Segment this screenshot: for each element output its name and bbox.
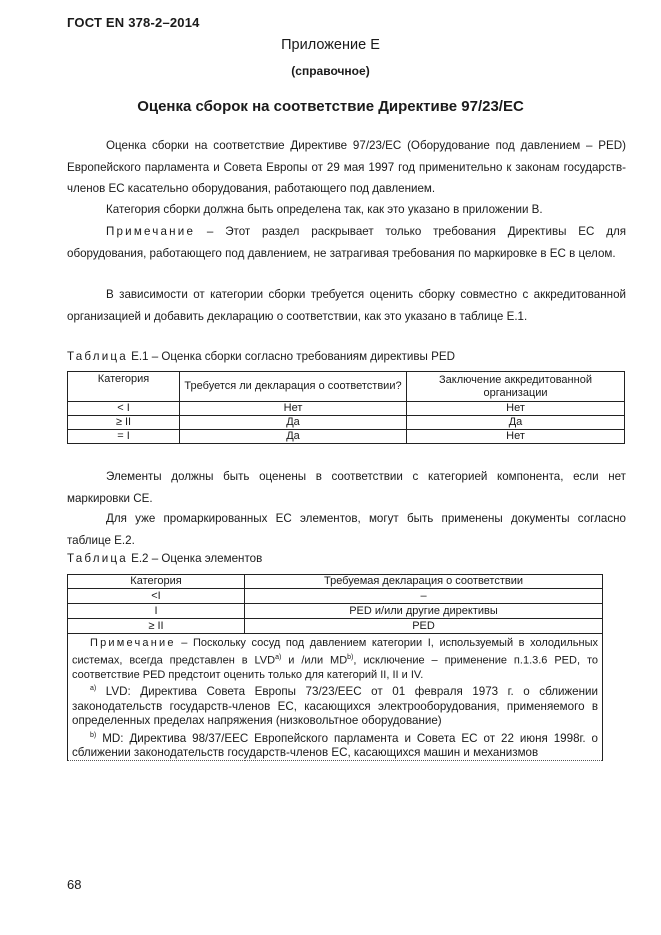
table-cell: Да — [180, 416, 407, 430]
table-cell: PED и/или другие директивы — [245, 604, 603, 619]
table2-caption-text: Е.2 – Оценка элементов — [127, 552, 263, 565]
footnote-mark-a: a) — [90, 685, 97, 693]
page-number: 68 — [67, 877, 82, 892]
table-note — [72, 636, 598, 682]
table1-caption-label: Таблица — [67, 350, 128, 363]
table2-note-text: , исключение – применение п.1.3.6 PED, то соответствие PED предстоит оценить только для категорий II, II и IV. — [72, 654, 598, 681]
table1-caption — [67, 350, 455, 363]
table-row — [68, 619, 603, 634]
table2-caption — [67, 552, 262, 565]
table-cell: I — [68, 604, 245, 619]
footnote-lvd-text: LVD: Директива Совета Европы 73/23/ЕЕС от 01 февраля 1973 г. о сближении законодательств государств-членов ЕС, касающихся электрооборудования, применяемого в определенных пределах напряжения (низковольтное оборудование) — [72, 685, 598, 728]
table2-header-declaration: Требуемая декларация о соответствии — [245, 575, 603, 589]
table1-header-declaration: Требуется ли декларация о соответствии? — [180, 372, 407, 402]
paragraph-marked-elements: Для уже промаркированных ЕС элементов, могут быть применены документы согласно таблице Е.2. — [67, 512, 626, 547]
note-text: – Этот раздел раскрывает только требования Директивы ЕС для оборудования, работающего под давлением, не затрагивая требования по маркировке в ЕС в целом. — [67, 225, 626, 260]
table2-header-category: Категория — [68, 575, 245, 589]
paragraph-assessment: В зависимости от категории сборки требуется оценить сборку совместно с аккредитованной организацией и добавить декларацию о соответствии, как это указано в таблице Е.1. — [67, 288, 626, 323]
footnote-ref-b: b) — [347, 653, 354, 661]
table-row — [68, 604, 603, 619]
paragraph-intro: Оценка сборки на соответствие Директиве 97/23/ЕС (Оборудование под давлением – PED) Европейского парламента и Совета Европы от 29 мая 1997 год применительно к законам государств-членов ЕС касательно оборудования, работающего под давлением. — [67, 139, 626, 195]
table-cell: = I — [68, 430, 180, 444]
table-row — [68, 402, 625, 416]
table-header-row — [68, 372, 625, 402]
table-cell: Да — [180, 430, 407, 444]
table-cell: Нет — [180, 402, 407, 416]
footnote-ref-a: a) — [275, 653, 282, 661]
table-cell: Нет — [407, 402, 625, 416]
note-label: Примечание — [106, 225, 196, 238]
table-row — [68, 589, 603, 604]
paragraph-category: Категория сборки должна быть определена так, как это указано в приложении В. — [106, 203, 543, 216]
note-paragraph — [67, 221, 626, 264]
table-cell: Нет — [407, 430, 625, 444]
table-note-cell — [68, 634, 603, 761]
section-title: Оценка сборок на соответствие Директиве 97/23/ЕС — [137, 98, 524, 115]
table-e1 — [67, 371, 625, 444]
table-cell: PED — [245, 619, 603, 634]
annex-title: Приложение Е — [281, 37, 380, 53]
footnote-md-text: MD: Директива 98/37/ЕЕС Европейского парламента и Совета ЕС от 22 июня 1998г. о сближении законодательств государств-членов ЕС, касающихся машин и механизмов — [72, 731, 598, 759]
table-cell: – — [245, 589, 603, 604]
table-row — [68, 416, 625, 430]
table-row — [68, 430, 625, 444]
footnote-lvd — [72, 682, 598, 728]
table-cell: <I — [68, 589, 245, 604]
footnote-mark-b: b) — [90, 731, 97, 739]
table1-header-category: Категория — [68, 372, 180, 402]
table2-note-text: – Поскольку сосуд под давлением категории I, используемый в холодильных системах, всегда представлен в LVD — [72, 637, 598, 667]
table-e2 — [67, 574, 603, 761]
table2-note-label: Примечание — [90, 637, 176, 649]
table1-header-conclusion: Заключение аккредитованной организации — [407, 372, 625, 402]
document-header: ГОСТ EN 378-2–2014 — [67, 15, 200, 30]
annex-subtitle: (справочное) — [291, 64, 370, 78]
table-header-row — [68, 575, 603, 589]
table2-caption-label: Таблица — [67, 552, 128, 565]
table1-caption-text: Е.1 – Оценка сборки согласно требованиям директивы PED — [127, 350, 455, 363]
table-cell: ≥ II — [68, 619, 245, 634]
table-cell: ≥ II — [68, 416, 180, 430]
table-note-row — [68, 634, 603, 761]
paragraph-elements: Элементы должны быть оценены в соответствии с категорией компонента, если нет маркировки СЕ. — [67, 470, 626, 505]
table-cell: Да — [407, 416, 625, 430]
table2-note-text: и /или MD — [281, 654, 348, 667]
table-cell: < I — [68, 402, 180, 416]
footnote-md — [72, 729, 598, 761]
